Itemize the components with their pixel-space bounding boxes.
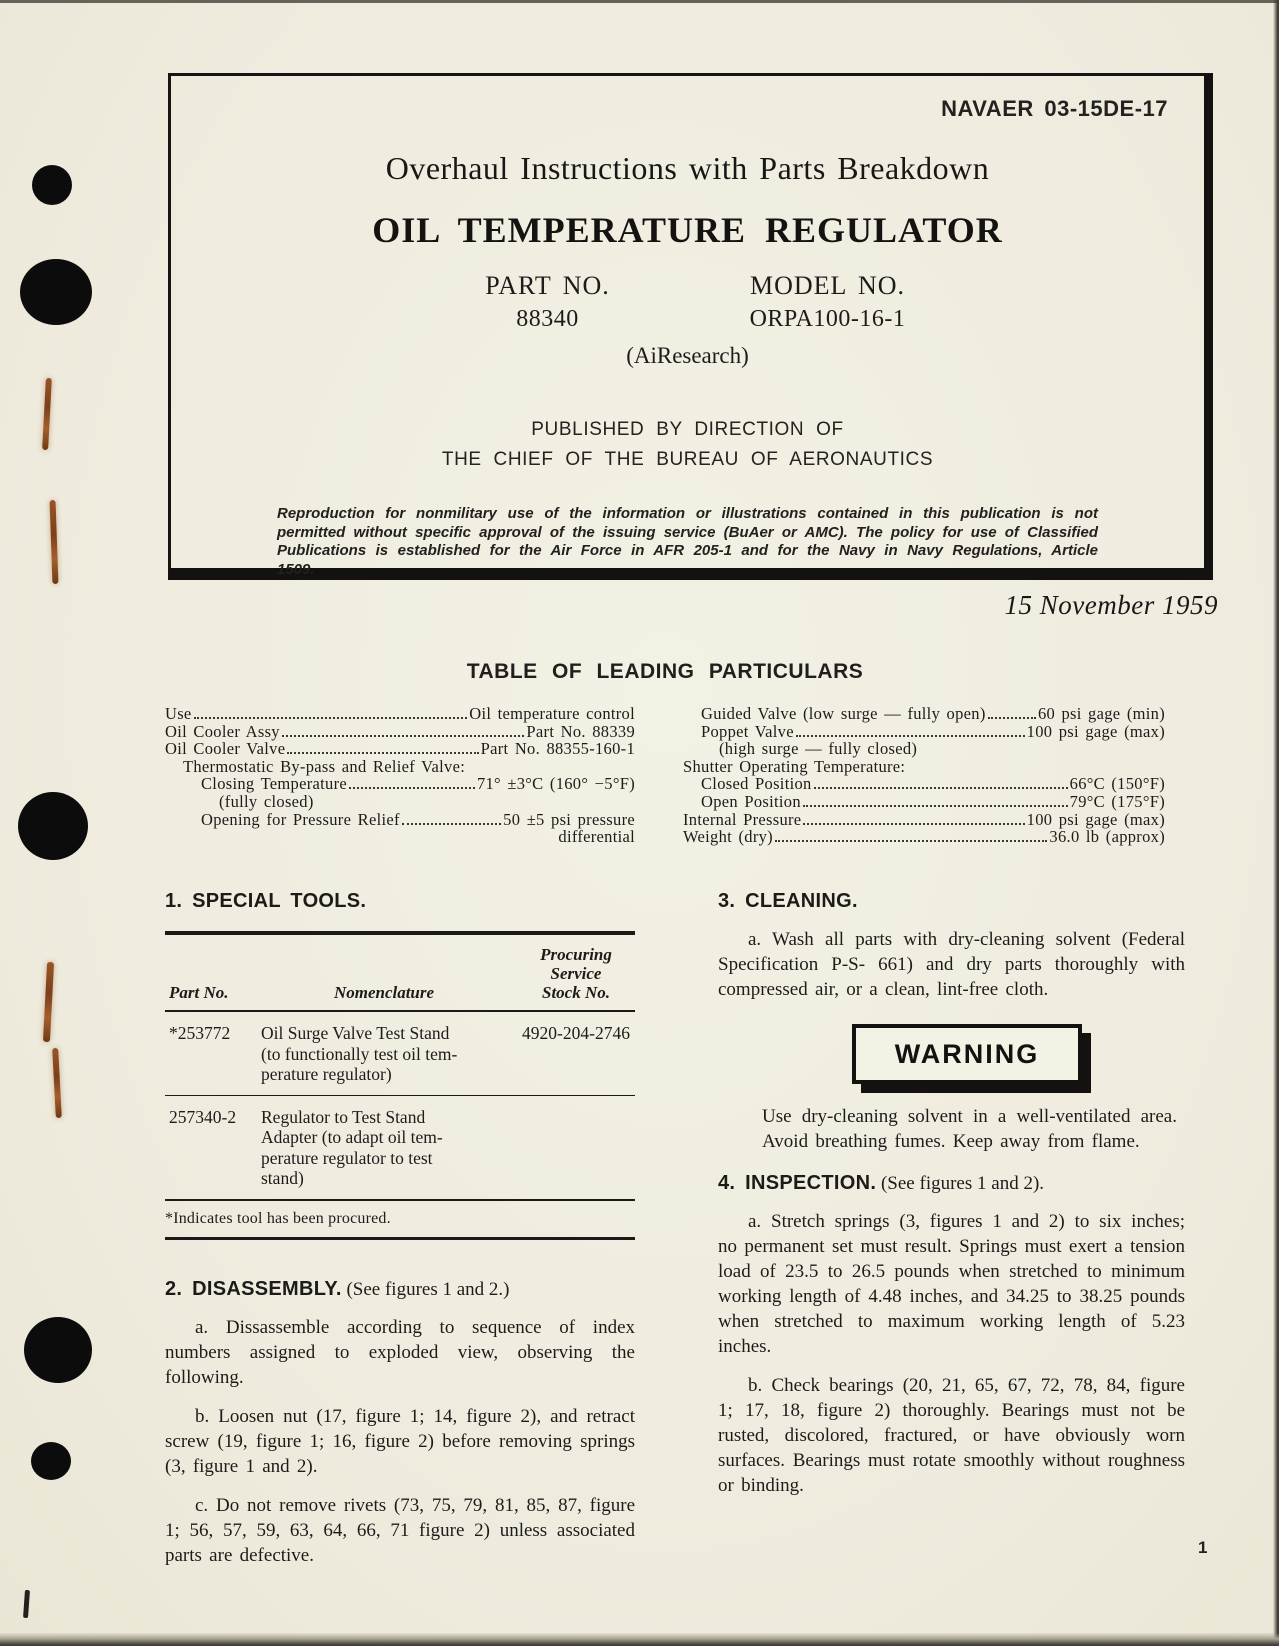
disassembly-paragraphs (165, 1315, 635, 1568)
special-tools-table (165, 931, 635, 1201)
particulars-row (683, 828, 1165, 846)
particulars-value: Part No. 88339 (526, 721, 635, 741)
particulars-value: 60 psi gage (min) (1037, 704, 1165, 723)
rust-mark (43, 962, 54, 1042)
particulars-row (165, 793, 635, 811)
dot-leader (803, 823, 1024, 825)
section-heading-label: 2. DISASSEMBLY. (165, 1277, 342, 1300)
column-header-stock-line1: Procuring Service (540, 945, 612, 983)
special-tools-row (165, 1012, 635, 1095)
paragraph: c. Do not remove rivets (73, 75, 79, 81, 85, 87, figure 1; 56, 57, 59, 63, 64, 66, 71 figure 2) unless associated parts are defective. (165, 1494, 635, 1566)
warning-label: WARNING (894, 1038, 1040, 1069)
scan-bottom-edge (0, 1633, 1279, 1646)
page-number: 1 (1198, 1538, 1208, 1557)
column-header-part-no: Part No. (169, 983, 229, 1002)
particulars-label: (fully closed) (219, 791, 314, 811)
particulars-label: Oil Cooler Valve (165, 739, 286, 759)
paragraph: b. Check bearings (20, 21, 65, 67, 72, 78, 84, figure 1; 17, 18, figure 2) thoroughly. Bearings must not be rusted, discolored, fractured, or have obviously worn surfaces. Bearings must rotate smoothly without roughness or binding. (718, 1375, 1185, 1496)
section-heading-special-tools (165, 890, 635, 913)
left-column (165, 890, 635, 1568)
dot-leader (814, 787, 1068, 789)
scan-corner-mark (23, 1590, 30, 1618)
tool-nomenclature: Regulator to Test Stand Adapter (to adapt oil tem- perature regulator to test stand) (261, 1106, 443, 1188)
particulars-label: Opening for Pressure Relief (201, 809, 400, 829)
reproduction-notice: Reproduction for nonmilitary use of the information or illustrations contained in this publication is not permitted without specific approval of the issuing service (BuAer or AMC). The policy for use of Classified Publications is established for the Air Force in AFR 205-1 and for the Navy in Navy Regulations, Article 1509. (277, 505, 1098, 578)
special-tools-rows (165, 1012, 635, 1199)
table-footnote: *Indicates tool has been procured. (165, 1209, 391, 1227)
special-tools-header-row (165, 935, 635, 1012)
rule-divider (165, 1237, 635, 1240)
model-no-label: MODEL NO. (749, 271, 906, 300)
particulars-value: 79°C (175°F) (1069, 791, 1165, 811)
part-model-block (408, 271, 968, 333)
page-title: OIL TEMPERATURE REGULATOR (372, 210, 1003, 250)
tool-part-no: *253772 (169, 1023, 231, 1043)
tool-stock-no: 4920-204-2746 (522, 1023, 630, 1043)
particulars-label: Poppet Valve (701, 721, 794, 741)
particulars-right-column (683, 705, 1165, 846)
particulars-row (683, 740, 1165, 758)
particulars-row (165, 811, 635, 829)
particulars-columns (165, 705, 1165, 846)
dot-leader (349, 787, 475, 789)
rust-mark (50, 500, 59, 584)
particulars-label: Closed Position (701, 774, 812, 794)
punch-hole (24, 1317, 92, 1383)
document-subtitle: Overhaul Instructions with Parts Breakdown (385, 150, 990, 186)
paragraph: a. Dissassemble according to sequence of index numbers assigned to exploded view, observing the following. (165, 1316, 635, 1388)
particulars-row (683, 811, 1165, 829)
section-heading-inspection (718, 1172, 1185, 1195)
particulars-row (165, 723, 635, 741)
particulars-row (165, 828, 635, 846)
punch-hole (18, 792, 88, 860)
model-no-value: ORPA100-16-1 (749, 306, 906, 332)
particulars-value: 66°C (150°F) (1069, 774, 1165, 794)
column-header-stock-no (517, 945, 635, 1002)
particulars-label: Oil Cooler Assy (165, 721, 280, 741)
section-heading-label: 3. CLEANING. (718, 890, 858, 912)
paragraph: b. Loosen nut (17, figure 1; 14, figure 2), and retract screw (19, figure 1; 16, figure 2) before removing springs (3, figure 1 and 2). (165, 1405, 635, 1477)
particulars-value: differential (558, 827, 635, 847)
manufacturer: (AiResearch) (626, 343, 749, 368)
inspection-paragraphs (718, 1209, 1185, 1498)
particulars-value: 50 ±5 psi pressure (503, 809, 635, 829)
particulars-row (683, 793, 1165, 811)
publication-date: 15 November 1959 (1004, 590, 1218, 620)
part-no-label: PART NO. (485, 271, 610, 300)
particulars-value: 36.0 lb (approx) (1049, 827, 1165, 847)
particulars-row (165, 705, 635, 723)
part-no-value: 88340 (516, 306, 579, 332)
particulars-row (165, 758, 635, 776)
particulars-label: Closing Temperature (201, 774, 348, 794)
warning-text: Use dry-cleaning solvent in a well-ventilated area. Avoid breathing fumes. Keep away from flame. (762, 1106, 1177, 1152)
paragraph: a. Stretch springs (3, figures 1 and 2) to six inches; no permanent set must result. Springs must exert a tension load of 23.5 to 26.5 pounds when stretched to minimum working length of 4.48 inches, and 34.25 to 38.25 pounds when stretched to maximum working length of 5.23 inches. (718, 1211, 1185, 1357)
dot-leader (803, 805, 1068, 807)
dot-leader (282, 735, 525, 737)
paragraph: a. Wash all parts with dry-cleaning solvent (Federal Specification P-S- 661) and dry parts thoroughly with compressed air, or a clean, lint-free cloth. (718, 929, 1185, 1000)
rust-mark (42, 378, 52, 450)
particulars-heading: TABLE OF LEADING PARTICULARS (466, 660, 864, 683)
particulars-label: Internal Pressure (683, 809, 802, 829)
particulars-label: Open Position (701, 791, 801, 811)
particulars-left-column (165, 705, 635, 846)
particulars-row (683, 758, 1165, 776)
scan-right-edge (1273, 0, 1279, 1646)
scan-top-edge (0, 0, 1279, 3)
particulars-row (165, 740, 635, 758)
rust-mark (52, 1048, 62, 1118)
particulars-label: Thermostatic By-pass and Relief Valve: (183, 756, 466, 776)
particulars-row (683, 723, 1165, 741)
particulars-value: 100 psi gage (max) (1026, 721, 1165, 741)
tool-part-no: 257340-2 (169, 1106, 237, 1127)
punch-hole (20, 259, 92, 325)
section-heading-label: 1. SPECIAL TOOLS. (165, 890, 367, 912)
particulars-value: Part No. 88355-160-1 (480, 739, 635, 759)
particulars-row (683, 775, 1165, 793)
particulars-label: (high surge — fully closed) (719, 739, 918, 759)
punch-hole (31, 1442, 71, 1480)
section-heading-note: (See figures 1 and 2). (876, 1173, 1045, 1194)
leading-particulars (165, 660, 1165, 846)
particulars-label: Guided Valve (low surge — fully open) (701, 704, 986, 723)
dot-leader (796, 735, 1025, 737)
column-header-stock-line2: Stock No. (542, 983, 610, 1002)
dot-leader (988, 717, 1036, 719)
particulars-row (683, 705, 1165, 723)
published-by-line1: PUBLISHED BY DIRECTION OF (531, 419, 844, 440)
particulars-value: 100 psi gage (max) (1026, 809, 1165, 829)
section-heading-disassembly (165, 1278, 635, 1301)
column-header-nomenclature: Nomenclature (333, 983, 435, 1002)
warning-box (852, 1024, 1082, 1084)
particulars-row (165, 775, 635, 793)
particulars-value: Oil temperature control (469, 704, 635, 723)
particulars-value: 71° ±3°C (160° −5°F) (476, 774, 635, 794)
dot-leader (287, 752, 478, 754)
special-tools-row (165, 1095, 635, 1199)
right-column (718, 890, 1185, 1498)
dot-leader (775, 840, 1047, 842)
particulars-label: Weight (dry) (683, 827, 773, 847)
published-by-line2: THE CHIEF OF THE BUREAU OF AERONAUTICS (441, 449, 934, 470)
section-heading-cleaning (718, 890, 1185, 913)
section-heading-note: (See figures 1 and 2.) (341, 1278, 510, 1300)
particulars-label: Shutter Operating Temperature: (683, 756, 906, 776)
punch-hole (32, 165, 72, 205)
dot-leader (194, 717, 468, 719)
dot-leader (402, 823, 501, 825)
tool-nomenclature: Oil Surge Valve Test Stand (to functionally test oil tem- perature regulator) (261, 1023, 458, 1084)
doc-number: NAVAER 03-15DE-17 (941, 96, 1168, 121)
section-heading-label: 4. INSPECTION. (718, 1172, 877, 1194)
particulars-label: Use (165, 704, 192, 723)
title-block (168, 73, 1213, 580)
